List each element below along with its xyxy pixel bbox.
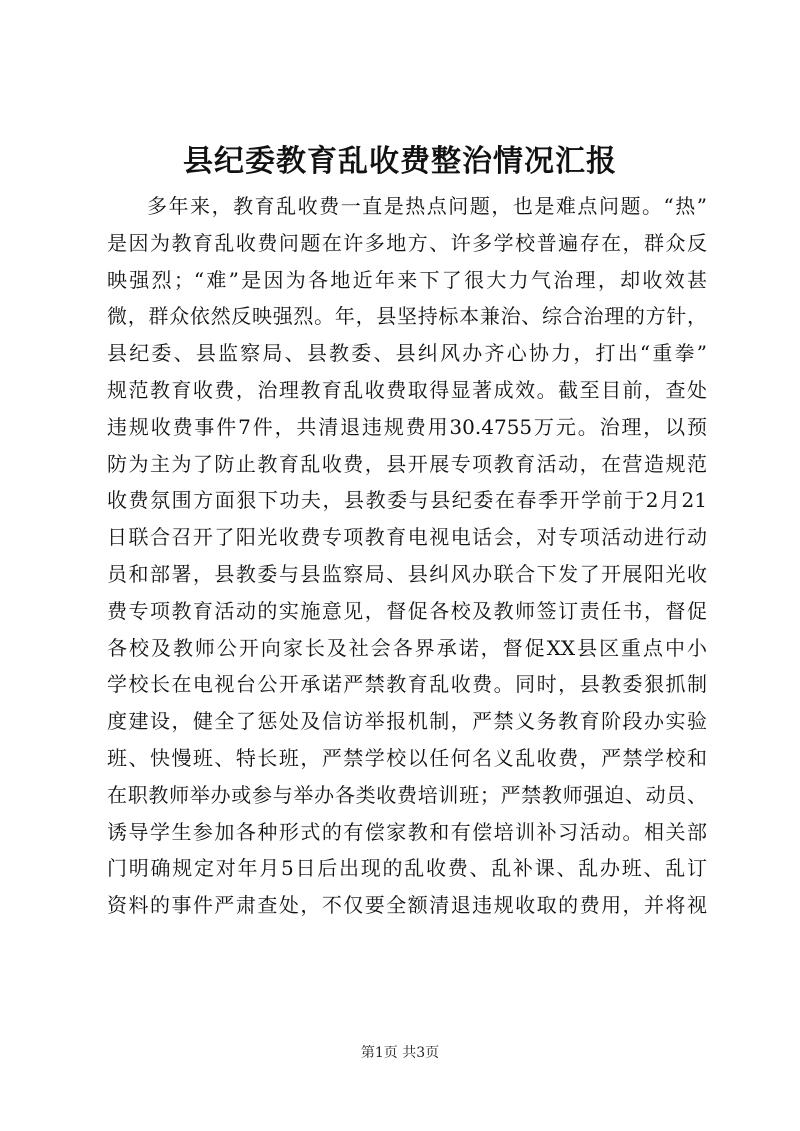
body-line: 收费氛围方面狠下功夫，县教委与县纪委在春季开学前于2月21 [107,488,707,513]
document-title: 县纪委教育乱收费整治情况汇报 [183,144,617,179]
body-line: 是因为教育乱收费问题在许多地方、许多学校普遍存在，群众反 [107,230,707,255]
document-body [107,188,707,924]
body-line: 微，群众依然反映强烈。年，县坚持标本兼治、综合治理的方针， [107,304,707,329]
body-line: 县纪委、县监察局、县教委、县纠风办齐心协力，打出“重拳” [107,341,707,366]
body-line: 规范教育收费，治理教育乱收费取得显著成效。截至目前，查处 [107,377,707,402]
page-number-footer: 第1页 共3页 [360,1045,440,1061]
body-line: 度建设，健全了惩处及信访举报机制，严禁义务教育阶段办实验 [107,709,707,734]
body-line: 映强烈；“难”是因为各地近年来下了很大力气治理，却收效甚 [107,267,707,292]
body-line: 违规收费事件7件，共清退违规费用30.4755万元。治理，以预 [107,414,707,439]
body-line: 学校长在电视台公开承诺严禁教育乱收费。同时，县教委狠抓制 [107,672,707,697]
body-line: 费专项教育活动的实施意见，督促各校及教师签订责任书，督促 [107,598,707,623]
body-line: 在职教师举办或参与举办各类收费培训班；严禁教师强迫、动员、 [107,782,707,807]
body-line: 资料的事件严肃查处，不仅要全额清退违规收取的费用，并将视 [107,893,707,918]
body-line: 门明确规定对年月5日后出现的乱收费、乱补课、乱办班、乱订 [107,856,707,881]
body-line: 日联合召开了阳光收费专项教育电视电话会，对专项活动进行动 [107,525,707,550]
body-line: 各校及教师公开向家长及社会各界承诺，督促XX县区重点中小 [107,635,707,660]
body-line: 防为主为了防止教育乱收费，县开展专项教育活动，在营造规范 [107,451,707,476]
body-line: 班、快慢班、特长班，严禁学校以任何名义乱收费，严禁学校和 [107,745,707,770]
body-line: 员和部署，县教委与县监察局、县纠风办联合下发了开展阳光收 [107,561,707,586]
body-line: 多年来，教育乱收费一直是热点问题，也是难点问题。“热” [147,194,707,218]
body-line: 诱导学生参加各种形式的有偿家教和有偿培训补习活动。相关部 [107,819,707,844]
